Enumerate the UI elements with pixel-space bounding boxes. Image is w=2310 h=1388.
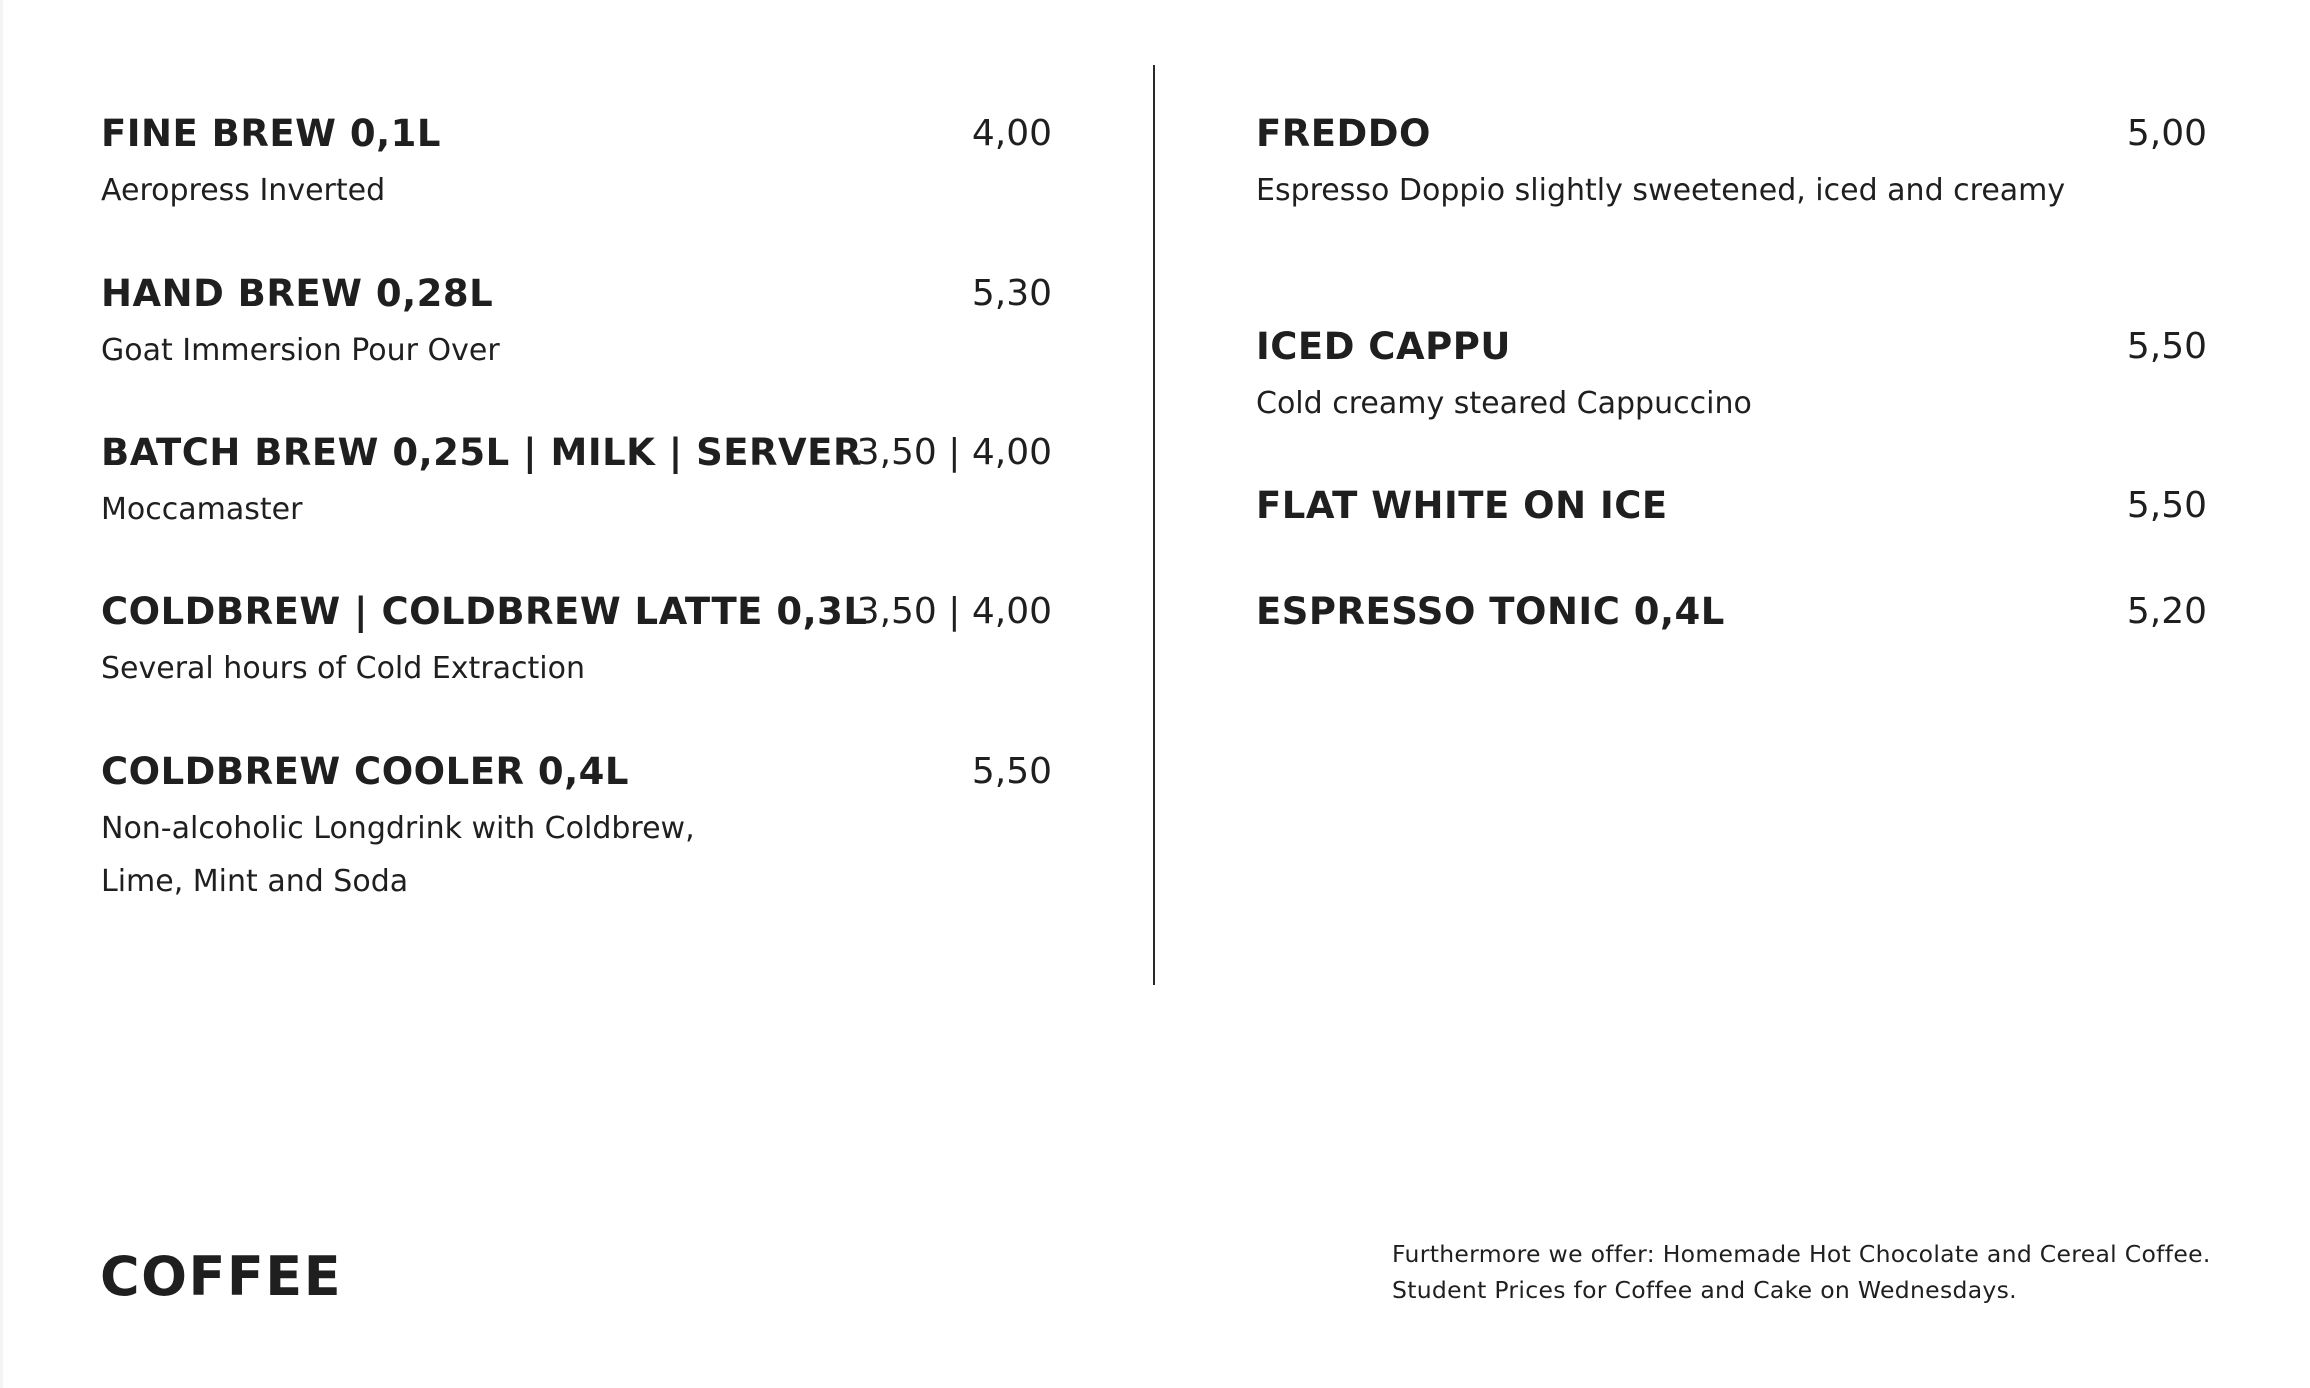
footnote [1392, 1236, 2211, 1308]
item-description-line: Lime, Mint and Soda [101, 864, 409, 899]
item-name: ICED CAPPU [1256, 325, 1511, 368]
item-price: 5,50 [2126, 485, 2207, 526]
item-description: Espresso Doppio slightly sweetened, iced and creamy [1256, 173, 2066, 208]
item-price: 5,00 [2126, 113, 2207, 154]
item-name: COLDBREW | COLDBREW LATTE 0,3L [101, 590, 868, 633]
item-price: 5,30 [971, 273, 1052, 314]
item-description: Aeropress Inverted [101, 173, 386, 208]
column-divider [1153, 65, 1155, 985]
item-price: 5,50 [971, 751, 1052, 792]
item-description [101, 802, 695, 908]
item-name: FREDDO [1256, 112, 1431, 155]
item-name: FINE BREW 0,1L [101, 112, 441, 155]
item-description-line: Non-alcoholic Longdrink with Coldbrew, [101, 811, 695, 846]
item-name: FLAT WHITE ON ICE [1256, 484, 1668, 527]
left-edge-shadow [0, 0, 3, 1388]
item-price: 5,20 [2126, 591, 2207, 632]
item-description: Goat Immersion Pour Over [101, 333, 500, 368]
item-price: 3,50 | 4,00 [856, 591, 1052, 632]
item-name: BATCH BREW 0,25L | MILK | SERVER [101, 431, 862, 474]
item-description: Several hours of Cold Extraction [101, 651, 585, 686]
item-description: Cold creamy steared Cappuccino [1256, 386, 1752, 421]
footnote-line: Furthermore we offer: Homemade Hot Chocolate and Cereal Coffee. [1392, 1240, 2211, 1268]
item-name: COLDBREW COOLER 0,4L [101, 750, 629, 793]
item-price: 5,50 [2126, 326, 2207, 367]
item-description: Moccamaster [101, 492, 303, 527]
section-title: COFFEE [100, 1245, 343, 1308]
item-name: HAND BREW 0,28L [101, 272, 494, 315]
footnote-line: Student Prices for Coffee and Cake on Wednesdays. [1392, 1276, 2017, 1304]
item-price: 4,00 [971, 113, 1052, 154]
item-price: 3,50 | 4,00 [856, 432, 1052, 473]
item-name: ESPRESSO TONIC 0,4L [1256, 590, 1725, 633]
